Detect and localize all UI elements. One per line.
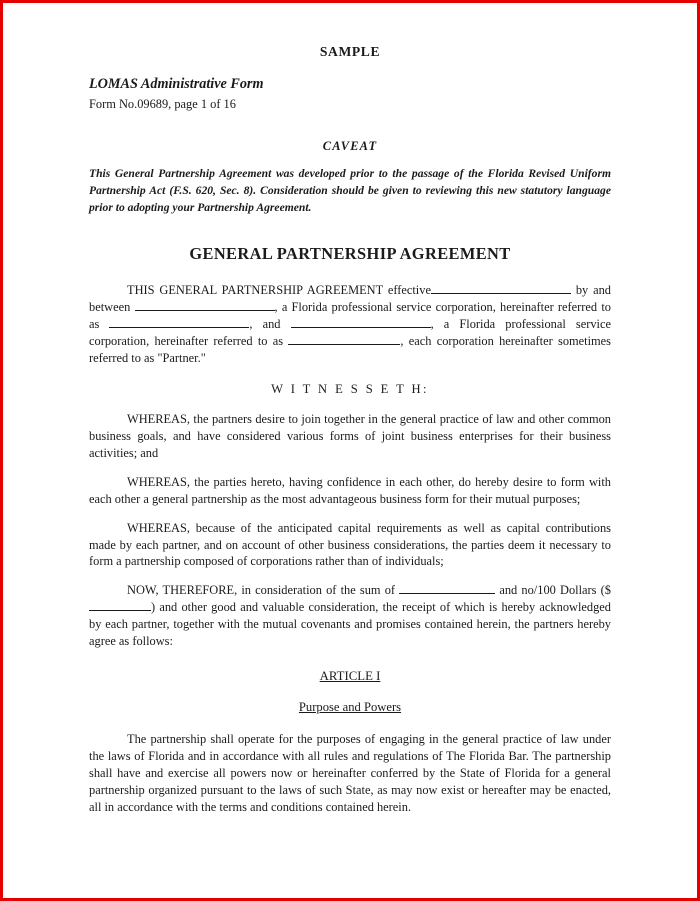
now-therefore-part-2: and no/100 Dollars ($ <box>499 583 611 598</box>
intro-part-1: THIS GENERAL PARTNERSHIP AGREEMENT effective <box>127 283 431 298</box>
agreement-title: GENERAL PARTNERSHIP AGREEMENT <box>189 243 511 263</box>
article-subheading-text: Purpose and Powers <box>298 699 402 714</box>
form-name: LOMAS Administrative Form <box>89 75 264 92</box>
article-body: The partnership shall operate for the purposes of engaging in the general practice of law under the laws of Florida and in accordance with all rules and regulations of The Florida Bar. The partnership shall have and exercise all powers now or hereinafter conferred by the State of Florida for a general partnership organized pursuant to the laws of such State, as may now exist or hereafter may be enacted, all in accordance with the terms and conditions contained herein. <box>89 732 611 814</box>
intro-paragraph <box>89 282 611 366</box>
blank-party-one-ref <box>109 317 249 329</box>
blank-effective-date <box>431 283 571 295</box>
witnesseth-heading: W I T N E S S E T H: <box>271 381 429 396</box>
now-therefore-paragraph <box>89 582 611 649</box>
sample-watermark-label: SAMPLE <box>319 44 381 59</box>
now-therefore-part-1: NOW, THEREFORE, in consideration of the sum of <box>127 583 396 598</box>
article-heading <box>89 668 611 685</box>
form-number: Form No.09689, page 1 of 16 <box>89 96 236 111</box>
intro-part-6: , each corporation hereinafter sometimes referred to as "Partner." <box>89 334 611 365</box>
blank-party-two-ref <box>288 334 400 346</box>
article-heading-text: ARTICLE I <box>319 668 381 683</box>
intro-part-3: , a Florida professional service corporation, hereinafter referred to as <box>89 300 611 332</box>
blank-consideration-amount <box>89 600 151 612</box>
now-therefore-part-3: ) and other good and valuable consideration, the receipt of which is hereby acknowledged by each partner, together with the mutual covenants and promises contained herein, the partners hereby agree as follows: <box>89 600 611 648</box>
caveat-text: This General Partnership Agreement was developed prior to the passage of the Florida Revised Uniform Partnership Act (F.S. 620, Sec. 8). Consideration should be given to reviewing this new statutory language prior to adopting your Partnership Agreement. <box>89 167 611 215</box>
intro-part-5: , a Florida professional service corporation, hereinafter referred to as <box>89 317 611 349</box>
document-body <box>3 3 697 847</box>
blank-party-one <box>135 300 275 312</box>
intro-part-4: , and <box>249 317 281 332</box>
recital-1: WHEREAS, the partners desire to join together in the general practice of law and other common business goals, and have considered various forms of joint business enterprises for their business activities; and <box>89 412 611 461</box>
blank-consideration-words <box>399 583 495 595</box>
blank-party-two <box>291 317 431 329</box>
caveat-heading: CAVEAT <box>322 139 378 154</box>
article-subheading <box>89 699 611 716</box>
intro-part-2: by and between <box>89 283 611 315</box>
recital-3: WHEREAS, because of the anticipated capital requirements as well as capital contributions made by each partner, and on account of other business considerations, the parties deem it necessary to form a partnership composed of corporations rather than of individuals; <box>89 520 611 569</box>
recital-2: WHEREAS, the parties hereto, having confidence in each other, do hereby desire to form with each other a general partnership as the most advantageous business form for their mutual purposes; <box>89 474 611 506</box>
